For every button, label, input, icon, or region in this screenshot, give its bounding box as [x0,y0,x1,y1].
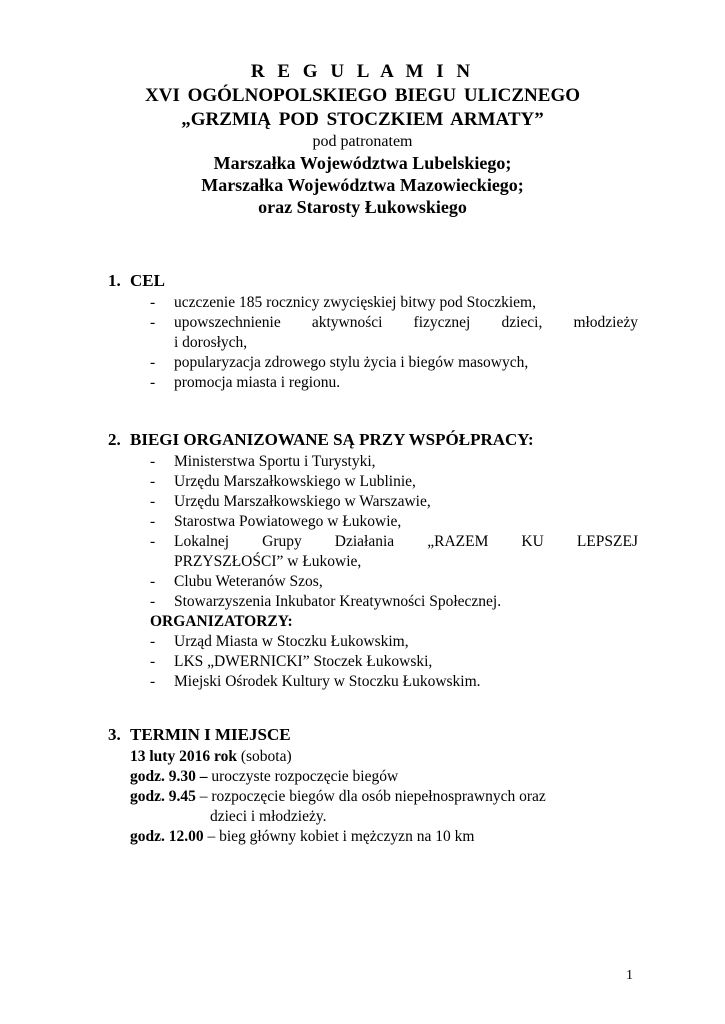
section-heading [108,724,638,746]
schedule-item: godz. 12.00 – bieg główny kobiet i mężczyzn na 10 km [130,828,475,845]
list-item: - Urzędu Marszałkowskiego w Lublinie, [150,473,416,490]
list-item: - popularyzacja zdrowego stylu życia i biegów masowych, [150,354,529,371]
section-cel [108,270,638,393]
section-heading [108,429,638,451]
event-date: 13 luty 2016 rok (sobota) [130,748,292,765]
organizers-list [108,632,638,692]
list-item: - promocja miasta i regionu. [150,374,341,391]
document-title-block [0,60,725,218]
title-event-name: XVI OGÓLNOPOLSKIEGO BIEGU ULICZNEGO [145,85,580,106]
section-title: TERMIN I MIEJSCE [130,725,291,744]
title-patron-starosta: oraz Starosty Łukowskiego [258,197,467,217]
title-patronage-label: pod patronatem [312,133,413,150]
list-item: - Clubu Weteranów Szos, [150,573,323,590]
list-item: - Starostwa Powiatowego w Łukowie, [150,513,402,530]
section-heading [108,270,638,292]
list-item: - uczczenie 185 rocznicy zwycięskiej bitwy pod Stoczkiem, [150,294,536,311]
list-item: - Miejski Ośrodek Kultury w Stoczku Łukowskim. [150,673,481,690]
title-patron-lubelskie: Marszałka Województwa Lubelskiego; [213,153,512,173]
list-item: - Stowarzyszenia Inkubator Kreatywności Społecznej. [150,593,502,610]
section-number: 3. [108,725,121,744]
schedule-item: godz. 9.45 – rozpoczęcie biegów dla osób niepełnosprawnych oraz dzieci i młodzieży. [130,788,546,825]
cooperation-list [108,452,638,612]
section-cooperation [108,429,638,692]
title-patron-mazowieckie: Marszałka Województwa Mazowieckiego; [201,175,524,195]
list-item: - Lokalnej Grupy Działania „RAZEM KU LEPSZEJ PRZYSZŁOŚCI” w Łukowie, [150,533,638,570]
list-item: - Urzędu Marszałkowskiego w Warszawie, [150,493,431,510]
title-regulamin: R E G U L A M I N [250,61,475,82]
section-number: 1. [108,271,121,290]
goal-list [108,293,638,393]
section-title: BIEGI ORGANIZOWANE SĄ PRZY WSPÓŁPRACY: [130,430,534,449]
title-event-motto: „GRZMIĄ POD STOCZKIEM ARMATY” [181,109,544,130]
organizers-heading: ORGANIZATORZY: [150,613,293,630]
section-title: CEL [130,271,165,290]
page-number: 1 [626,968,633,983]
list-item: - Urząd Miasta w Stoczku Łukowskim, [150,633,409,650]
list-item: - upowszechnienie aktywności fizycznej dzieci, młodzieży i dorosłych, [150,314,638,351]
schedule-item: godz. 9.30 – uroczyste rozpoczęcie biegów [130,768,399,785]
list-item: - Ministerstwa Sportu i Turystyki, [150,453,376,470]
list-item: - LKS „DWERNICKI” Stoczek Łukowski, [150,653,433,670]
section-number: 2. [108,430,121,449]
section-date-place [108,724,638,847]
